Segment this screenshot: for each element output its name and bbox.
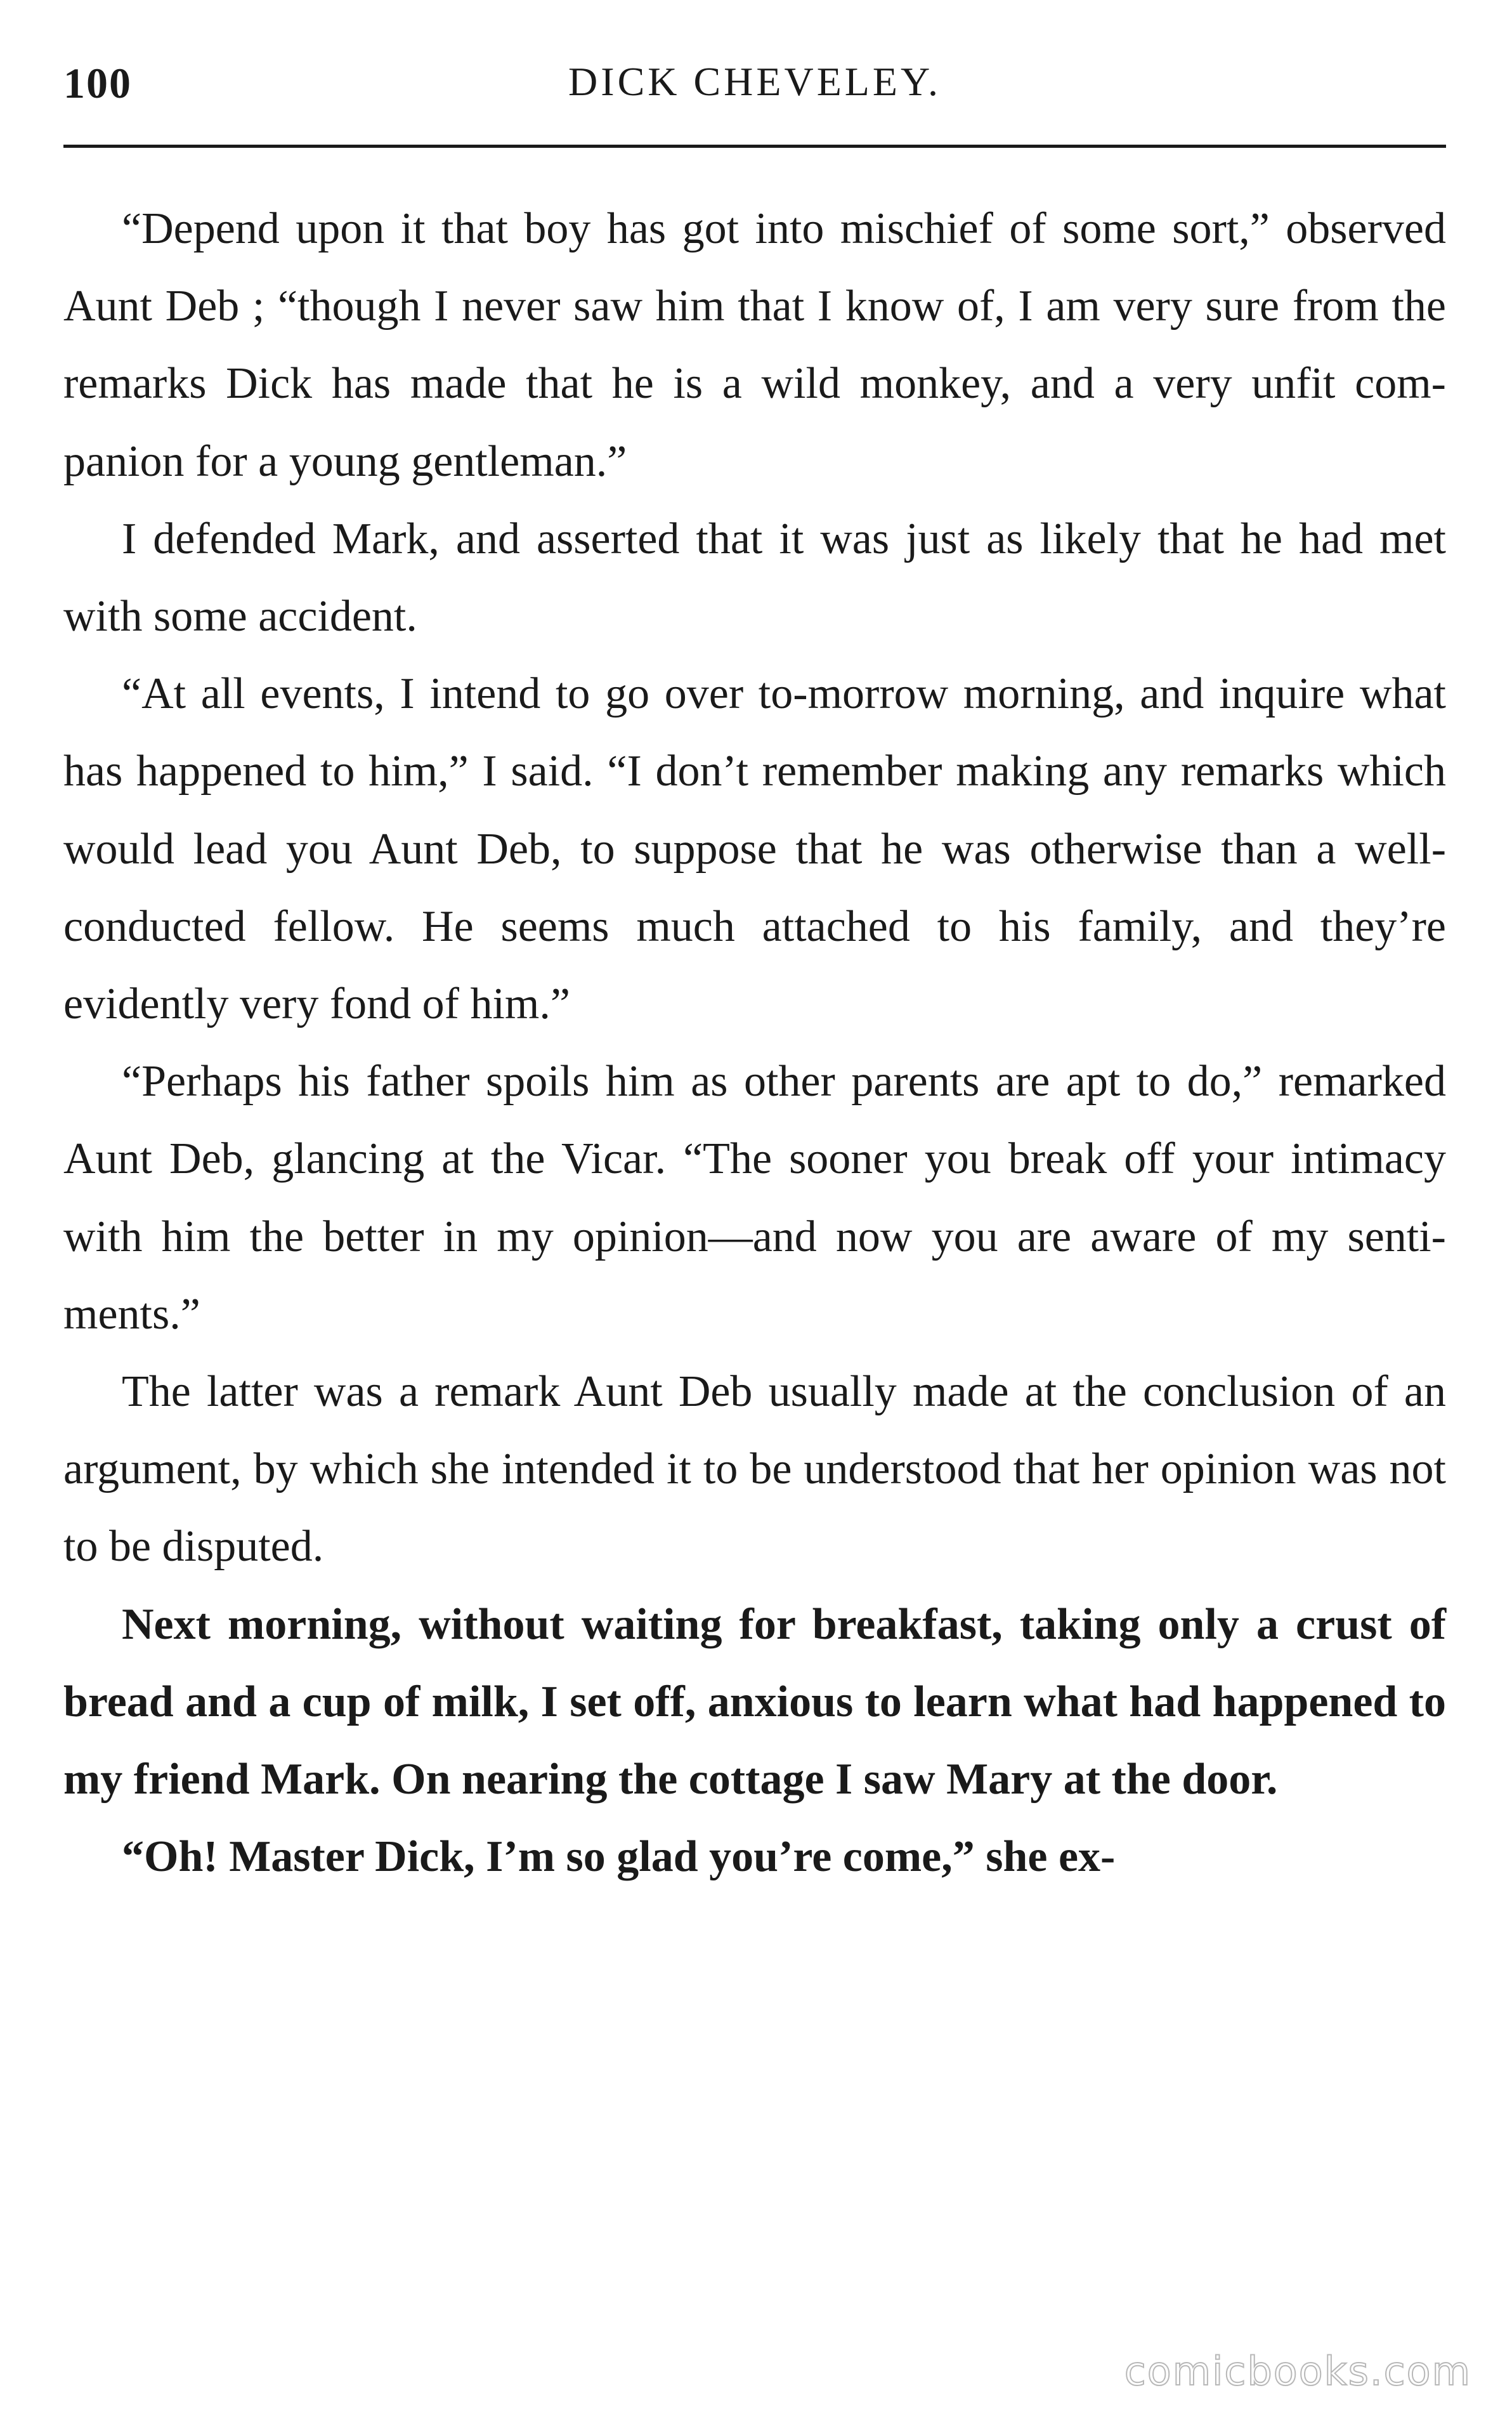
paragraph-2: I defended Mark, and asserted that it was just as likely that he had met with some accident.	[63, 514, 1446, 641]
body-text	[63, 190, 1446, 1896]
paragraph-1: “Depend upon it that boy has got into mischief of some sort,” observed Aunt Deb ; “though I never saw him that I know of, I am very sure from the remarks Dick has made that he is a wild monkey, and a very unfit com- panion for a young gentleman.”	[63, 204, 1446, 486]
paragraph-5: The latter was a remark Aunt Deb usually made at the conclusion of an argument, by which she intended it to be understood that her opinion was not to be disputed.	[63, 1367, 1446, 1571]
page-number: 100	[63, 59, 132, 107]
paragraph-7: “Oh! Master Dick, I’m so glad you’re come,” she ex-	[122, 1832, 1116, 1882]
paragraph-4: “Perhaps his father spoils him as other parents are apt to do,” remarked Aunt Deb, glancing at the Vicar. “The sooner you break off your intimacy with him the better in my opinion—and now you are aware of my senti- ments.”	[63, 1057, 1446, 1339]
paragraph-3: “At all events, I intend to go over to-morrow morning, and inquire what has happened to him,” I said. “I don’t remember making any remarks which would lead you Aunt Deb, to suppose that he was otherwise than a well- conducted fellow. He seems much attached to his family, and they’re evidently very fond of him.”	[63, 669, 1446, 1029]
header-rule	[63, 145, 1446, 148]
running-head	[63, 58, 1446, 134]
running-title: DICK CHEVELEY.	[568, 59, 941, 104]
paragraph-6: Next morning, without waiting for breakfast, taking only a crust of bread and a cup of milk, I set off, anxious to learn what had happened to my friend Mark. On nearing the cottage I saw Mary at the door.	[63, 1599, 1446, 1804]
watermark: comicbooks.com	[1124, 2348, 1471, 2394]
